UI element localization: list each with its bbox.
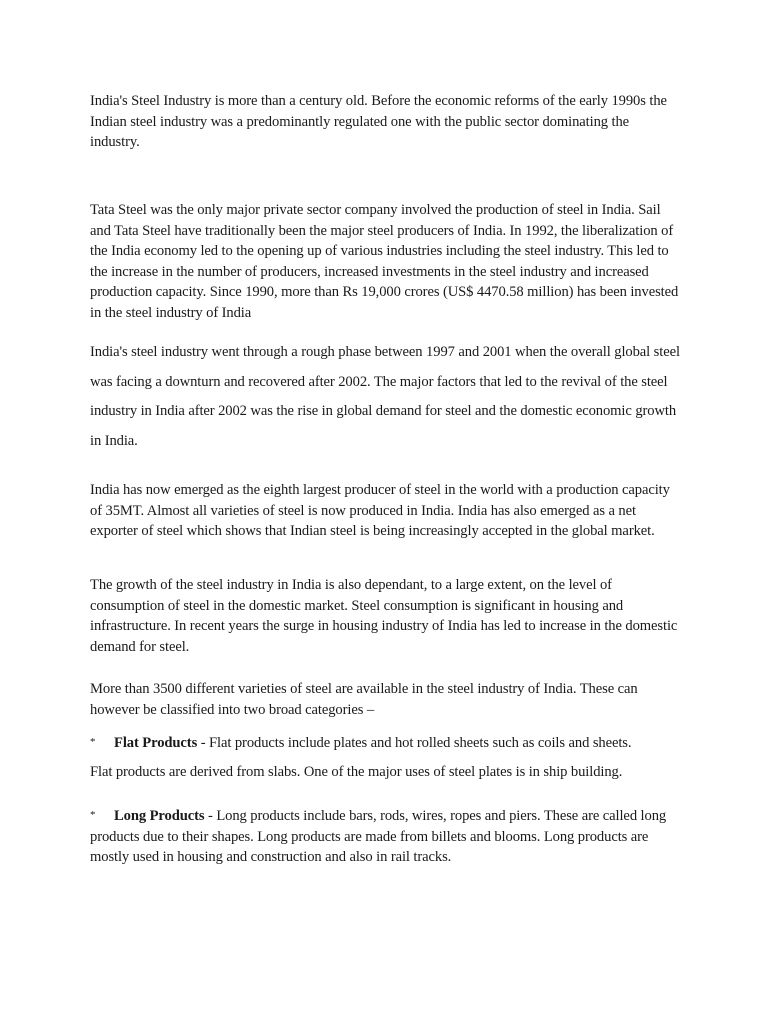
paragraph-flat-slabs: Flat products are derived from slabs. One of the major uses of steel plates is in ship building. <box>90 764 623 780</box>
paragraph-varieties: More than 3500 different varieties of steel are available in the steel industry of India. These can however be classified into two broad categories – <box>90 681 638 718</box>
bullet-star-icon: * <box>90 736 96 748</box>
bullet-long-products <box>90 805 680 868</box>
long-products-text: - Long products include bars, rods, wires, ropes and piers. These are called long products due to their shapes. Long products are made from billets and blooms. Long products are mostly used in housing and construction and also in rail tracks. <box>90 808 667 866</box>
flat-products-text: - Flat products include plates and hot rolled sheets such as coils and sheets. <box>197 735 632 751</box>
bullet-star-icon: * <box>90 809 96 821</box>
long-products-title: Long Products <box>114 808 205 824</box>
paragraph-producers: Tata Steel was the only major private sector company involved the production of steel in India. Sail and Tata Steel have traditionally been the major steel producers of India. In 1992, the liberalization of the India economy led to the opening up of various industries including the steel industry. This led to the increase in the number of producers, increased investments in the steel industry and increased production capacity. Since 1990, more than Rs 19,000 crores (US$ 4470.58 million) has been invested in the steel industry of India <box>90 202 679 321</box>
flat-products-title: Flat Products <box>114 735 198 751</box>
paragraph-consumption: The growth of the steel industry in India is also dependant, to a large extent, on the level of consumption of steel in the domestic market. Steel consumption is significant in housing and infrastructure. In recent years the surge in housing industry of India has led to increase in the domestic demand for steel. <box>90 577 678 655</box>
paragraph-history: India's Steel Industry is more than a century old. Before the economic reforms of the early 1990s the Indian steel industry was a predominantly regulated one with the public sector dominating the industry. <box>90 93 667 151</box>
paragraph-downturn: India's steel industry went through a rough phase between 1997 and 2001 when the overall global steel was facing a downturn and recovered after 2002. The major factors that led to the revival of the steel industry in India after 2002 was the rise in global demand for steel and the domestic economic growth in India. <box>90 344 680 449</box>
bullet-flat-products <box>90 732 680 754</box>
paragraph-eighth-largest: India has now emerged as the eighth largest producer of steel in the world with a production capacity of 35MT. Almost all varieties of steel is now produced in India. India has also emerged as a net exporter of steel which shows that Indian steel is being increasingly accepted in the global market. <box>90 482 670 540</box>
